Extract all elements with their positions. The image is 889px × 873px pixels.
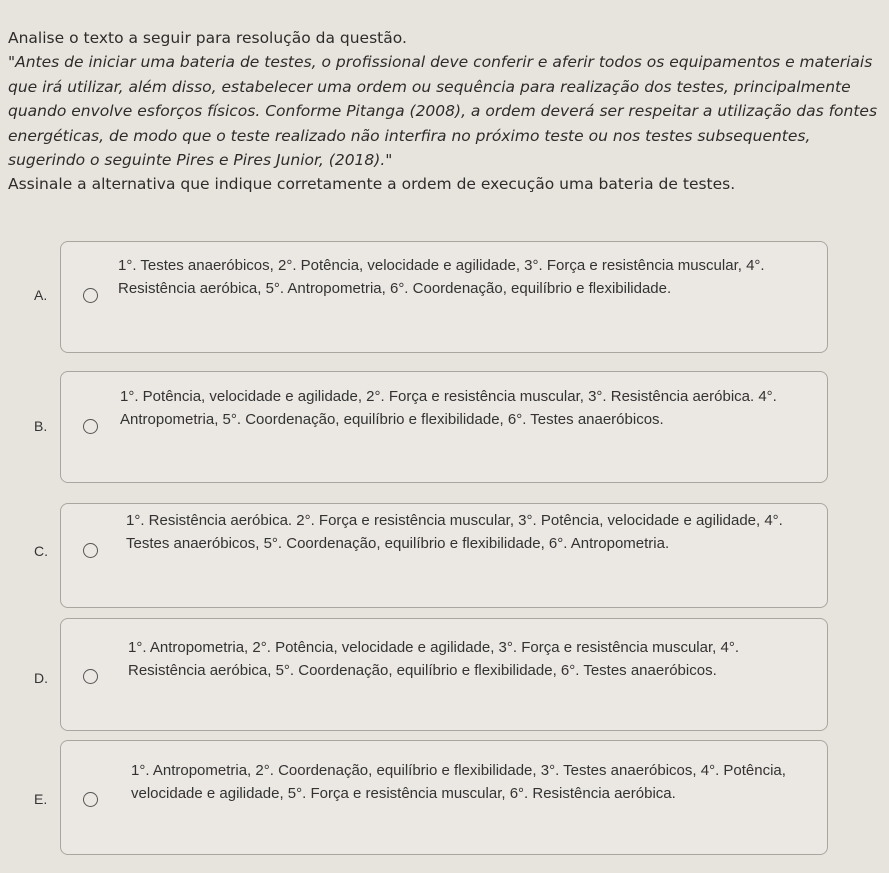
question-text [8, 26, 880, 197]
question-quote: "Antes de iniciar uma bateria de testes, o profissional deve conferir e aferir todos os equipamentos e materiais que irá utilizar, além disso, estabelecer uma ordem ou sequência para realização dos testes, principalmente quando envolve esforços físicos. Conforme Pitanga (2008), a ordem deverá ser respeitar a utilização das fontes energéticas, de modo que o teste realizado não interfira no próximo teste ou nos testes subsequentes, sugerindo o seguinte Pires e Pires Junior, (2018)." [8, 53, 878, 170]
option-d-letter: D. [34, 670, 48, 686]
option-d-radio[interactable] [83, 669, 98, 684]
option-b-letter: B. [34, 418, 48, 434]
question-intro: Analise o texto a seguir para resolução da questão. [8, 29, 407, 47]
option-a-letter: A. [34, 287, 48, 303]
option-e-letter: E. [34, 791, 48, 807]
option-c-text: 1°. Resistência aeróbica. 2°. Força e resistência muscular, 3°. Potência, velocidade e agilidade, 4°. Testes anaeróbicos, 5°. Coordenação, equilíbrio e flexibilidade, 6°. Antropometria. [126, 512, 783, 552]
option-d-text: 1°. Antropometria, 2°. Potência, velocidade e agilidade, 3°. Força e resistência muscular, 4°. Resistência aeróbica, 5°. Coordenação, equilíbrio e flexibilidade, 6°. Testes anaeróbicos. [128, 639, 739, 679]
option-b-text: 1°. Potência, velocidade e agilidade, 2°. Força e resistência muscular, 3°. Resistência aeróbica. 4°. Antropometria, 5°. Coordenação, equilíbrio e flexibilidade, 6°. Testes anaeróbicos. [120, 388, 777, 428]
option-a-text: 1°. Testes anaeróbicos, 2°. Potência, velocidade e agilidade, 3°. Força e resistência muscular, 4°. Resistência aeróbica, 5°. Antropometria, 6°. Coordenação, equilíbrio e flexibilidade. [118, 257, 765, 297]
option-e-radio[interactable] [83, 792, 98, 807]
option-a-radio[interactable] [83, 288, 98, 303]
option-e-text: 1°. Antropometria, 2°. Coordenação, equilíbrio e flexibilidade, 3°. Testes anaeróbicos, 4°. Potência, velocidade e agilidade, 5°. Força e resistência muscular, 6°. Resistência aeróbica. [131, 762, 786, 802]
option-c-radio[interactable] [83, 543, 98, 558]
option-c-letter: C. [34, 543, 48, 559]
option-b-radio[interactable] [83, 419, 98, 434]
question-prompt: Assinale a alternativa que indique corretamente a ordem de execução uma bateria de testes. [8, 175, 736, 194]
